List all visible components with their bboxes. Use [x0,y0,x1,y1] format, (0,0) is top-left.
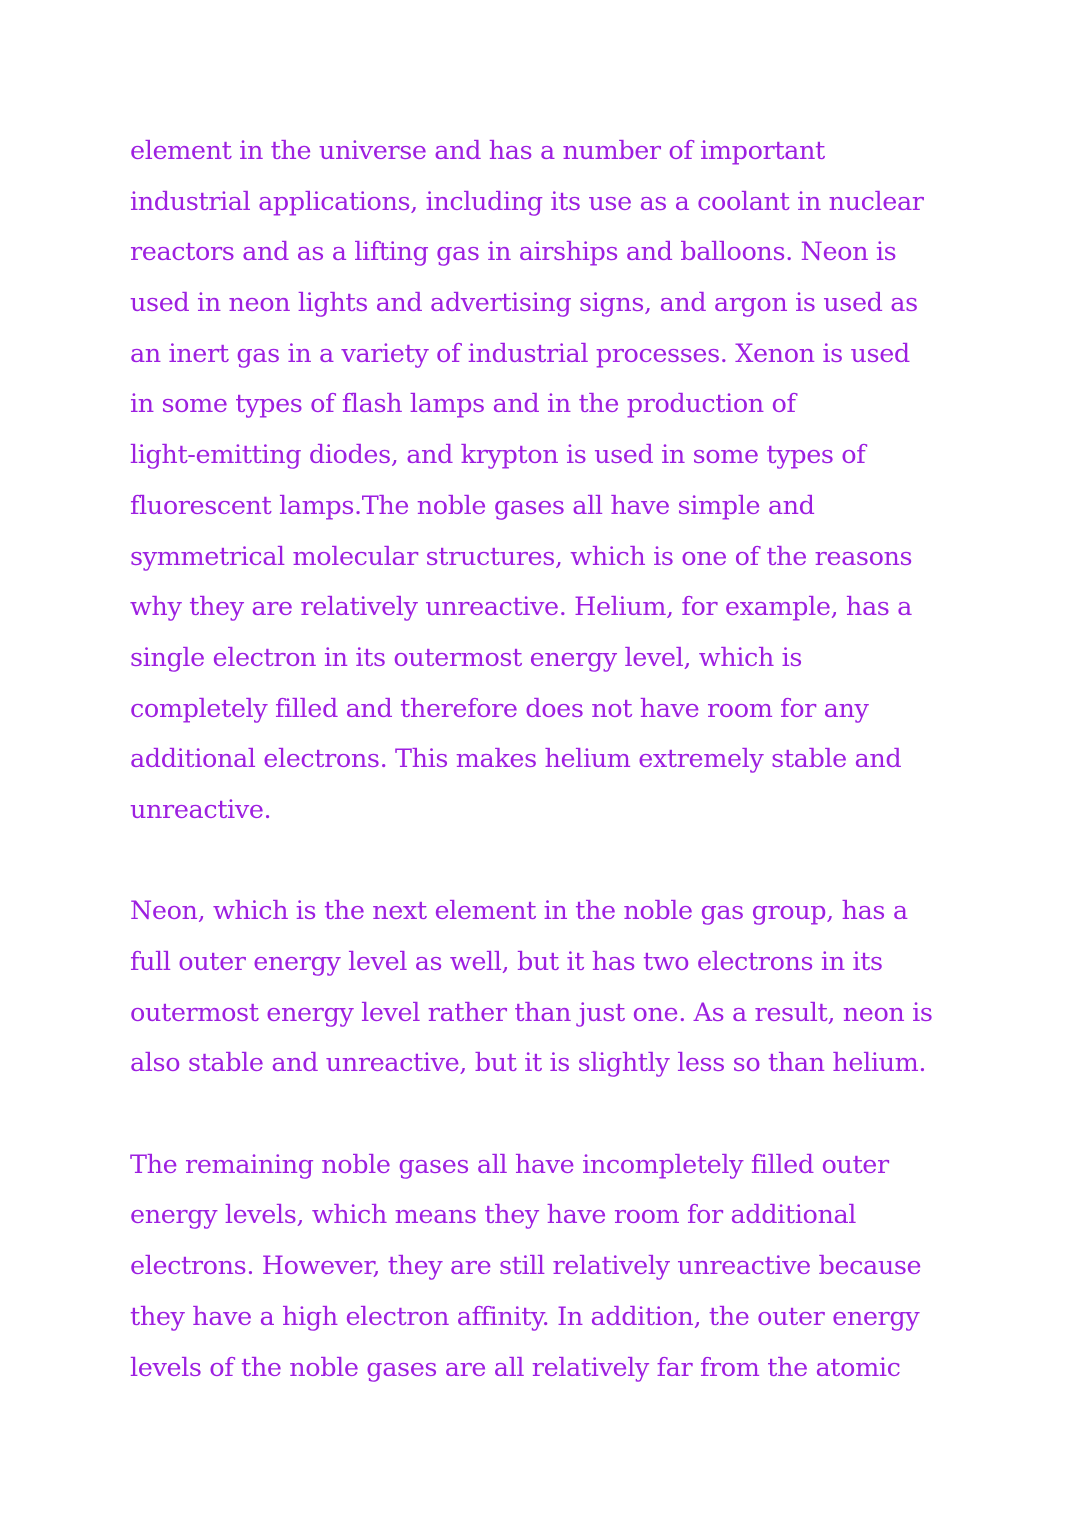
text-line: energy levels, which means they have room for additional [130,1200,857,1231]
paragraph-2 [130,886,960,1089]
text-line: also stable and unreactive, but it is slightly less so than helium. [130,1048,927,1079]
text-line: reactors and as a lifting gas in airships and balloons. Neon is [130,237,897,268]
text-line: they have a high electron affinity. In addition, the outer energy [130,1301,920,1332]
document-body [130,126,960,1393]
paragraph-3 [130,1140,960,1393]
paragraph-1 [130,126,960,836]
text-line: electrons. However, they are still relatively unreactive because [130,1251,922,1282]
text-line: why they are relatively unreactive. Helium, for example, has a [130,592,912,623]
text-line: industrial applications, including its use as a coolant in nuclear [130,186,924,217]
text-line: in some types of flash lamps and in the production of [130,389,796,420]
text-line: fluorescent lamps.The noble gases all have simple and [130,490,815,521]
text-line: light-emitting diodes, and krypton is used in some types of [130,440,866,471]
text-line: element in the universe and has a number of important [130,136,825,166]
text-line: completely filled and therefore does not have room for any [130,693,869,724]
paragraph-spacer [130,1089,960,1140]
paragraph-spacer [130,836,960,887]
text-line: an inert gas in a variety of industrial processes. Xenon is used [130,338,910,369]
text-line: outermost energy level rather than just one. As a result, neon is [130,997,933,1028]
text-line: The remaining noble gases all have incompletely filled outer [130,1149,889,1180]
text-line: unreactive. [130,794,272,825]
text-line: levels of the noble gases are all relatively far from the atomic [130,1352,901,1383]
text-line: full outer energy level as well, but it has two electrons in its [130,947,883,977]
text-line: single electron in its outermost energy level, which is [130,642,803,673]
text-line: additional electrons. This makes helium extremely stable and [130,744,902,775]
text-line: Neon, which is the next element in the noble gas group, has a [130,896,908,927]
text-line: symmetrical molecular structures, which is one of the reasons [130,541,913,572]
text-line: used in neon lights and advertising signs, and argon is used as [130,288,918,319]
